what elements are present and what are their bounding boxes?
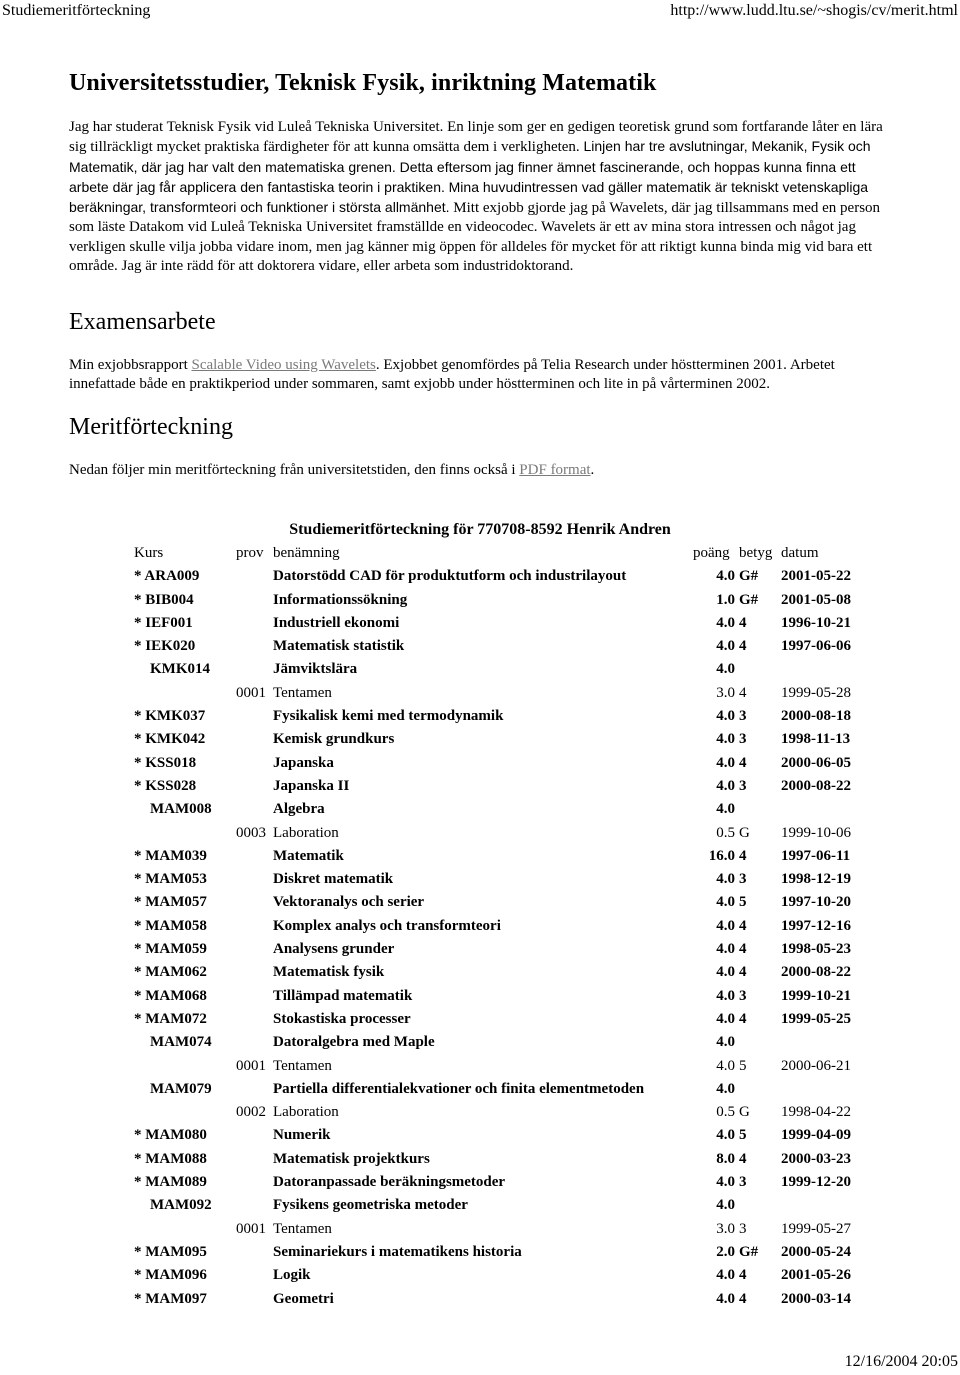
course-name: Datoralgebra med Maple bbox=[273, 1034, 435, 1051]
course-code bbox=[134, 1101, 236, 1124]
course-points: 4.0 bbox=[716, 964, 735, 981]
course-name: Vektoranalys och serier bbox=[273, 894, 425, 911]
course-code: * MAM089 bbox=[134, 1174, 207, 1191]
course-grade: 4 bbox=[739, 754, 747, 771]
prov-code bbox=[236, 985, 273, 1008]
course-date: 1997-12-16 bbox=[781, 917, 851, 934]
exam-part-row bbox=[134, 822, 861, 845]
course-row bbox=[134, 1031, 861, 1054]
intro-text-5: Mitt exjobb gjorde jag på Wavelets, där jag tillsammans med en person som läste Datakom vid Luleå Tekniska Universitet framställde en videocodec. bbox=[69, 200, 881, 236]
course-code: KMK014 bbox=[150, 661, 210, 678]
course-points: 4.0 bbox=[716, 1290, 735, 1307]
course-name: Seminariekurs i matematikens historia bbox=[273, 1243, 522, 1260]
course-date: 1999-05-25 bbox=[781, 1010, 851, 1027]
course-row bbox=[134, 1241, 861, 1264]
course-code: MAM079 bbox=[150, 1080, 212, 1097]
col-header-points: poäng bbox=[693, 545, 730, 561]
course-grade: 3 bbox=[739, 1174, 747, 1191]
course-row bbox=[134, 589, 861, 612]
exam-part-row bbox=[134, 682, 861, 705]
prov-code bbox=[236, 1264, 273, 1287]
prov-code bbox=[236, 728, 273, 751]
course-date: 2000-05-24 bbox=[781, 1243, 851, 1260]
course-row bbox=[134, 868, 861, 891]
course-code: * MAM088 bbox=[134, 1150, 207, 1167]
course-points: 4.0 bbox=[716, 708, 735, 725]
course-name: Partiella differentialekvationer och finita elementmetoden bbox=[273, 1080, 645, 1097]
course-row bbox=[134, 1008, 861, 1031]
course-grade: 5 bbox=[739, 894, 747, 911]
merit-text-pre: Nedan följer min meritförteckning från universitetstiden, den finns också i bbox=[69, 462, 520, 478]
col-header-name: benämning bbox=[273, 545, 340, 561]
course-date: 1999-05-28 bbox=[781, 684, 851, 701]
course-date: 1999-10-06 bbox=[781, 824, 851, 841]
course-name: Numerik bbox=[273, 1127, 331, 1144]
course-name: Datoranpassade beräkningsmetoder bbox=[273, 1174, 506, 1191]
course-points: 4.0 bbox=[716, 1174, 735, 1191]
course-grade: 3 bbox=[739, 987, 747, 1004]
course-points: 4.0 bbox=[716, 987, 735, 1004]
exam-report-link[interactable]: Scalable Video using Wavelets bbox=[191, 357, 376, 373]
course-code: * KSS028 bbox=[134, 777, 197, 794]
course-row bbox=[134, 1078, 861, 1101]
course-row bbox=[134, 915, 861, 938]
prov-code bbox=[236, 565, 273, 588]
course-date: 2000-03-14 bbox=[781, 1290, 851, 1307]
course-name: Tillämpad matematik bbox=[273, 987, 413, 1004]
print-header-url: http://www.ludd.ltu.se/~shogis/cv/merit.html bbox=[670, 2, 958, 19]
course-points: 2.0 bbox=[716, 1243, 735, 1260]
course-points: 4.0 bbox=[716, 1080, 735, 1097]
print-footer-timestamp: 12/16/2004 20:05 bbox=[844, 1353, 958, 1370]
course-row bbox=[134, 775, 861, 798]
merit-paragraph bbox=[69, 461, 889, 480]
course-row bbox=[134, 938, 861, 961]
prov-code bbox=[236, 915, 273, 938]
prov-code bbox=[236, 891, 273, 914]
prov-code bbox=[236, 752, 273, 775]
course-row bbox=[134, 635, 861, 658]
course-date: 1996-10-21 bbox=[781, 614, 851, 631]
course-grade: 4 bbox=[739, 964, 747, 981]
course-grade bbox=[735, 1194, 781, 1217]
col-header-date: datum bbox=[781, 545, 819, 561]
course-code: * KMK042 bbox=[134, 731, 206, 748]
course-name: Diskret matematik bbox=[273, 871, 394, 888]
course-code: * KSS018 bbox=[134, 754, 197, 771]
course-name: Laboration bbox=[273, 824, 339, 841]
course-grade: 5 bbox=[739, 1057, 747, 1074]
course-name: Industriell ekonomi bbox=[273, 614, 400, 631]
exam-text-post: . Exjobbet genomfördes på Telia Research under höstterminen 2001. Arbetet innefattade både en praktikperiod under sommaren, samt exjobb under höstterminen och lite in på vårterminen 2002. bbox=[69, 357, 835, 393]
course-points: 4.0 bbox=[716, 941, 735, 958]
course-code bbox=[134, 1218, 236, 1241]
prov-code bbox=[236, 1241, 273, 1264]
course-points: 4.0 bbox=[716, 661, 735, 678]
course-points: 3.0 bbox=[716, 1220, 735, 1237]
course-code: * MAM058 bbox=[134, 917, 207, 934]
course-grade bbox=[735, 1078, 781, 1101]
course-code: * MAM057 bbox=[134, 894, 207, 911]
intro-text-3: Detta eftersom jag finner ämnet fascinerande, och hoppas kunna finna ett arbete där jag får applicera den fantastiska teorin i praktiken. bbox=[69, 158, 856, 195]
course-points: 4.0 bbox=[716, 1197, 735, 1214]
course-grade: 4 bbox=[739, 614, 747, 631]
course-code bbox=[134, 1055, 236, 1078]
course-name: Tentamen bbox=[273, 684, 332, 701]
course-row bbox=[134, 1124, 861, 1147]
course-grade: G# bbox=[739, 1243, 759, 1260]
course-name: Logik bbox=[273, 1267, 311, 1284]
course-name: Komplex analys och transformteori bbox=[273, 917, 501, 934]
exam-paragraph bbox=[69, 356, 889, 395]
course-row bbox=[134, 728, 861, 751]
course-grade: 4 bbox=[739, 847, 747, 864]
exam-part-row bbox=[134, 1055, 861, 1078]
course-date bbox=[781, 1031, 861, 1054]
course-date: 2000-06-05 bbox=[781, 754, 851, 771]
course-date: 1997-06-06 bbox=[781, 638, 851, 655]
prov-code bbox=[236, 1078, 273, 1101]
course-points: 4.0 bbox=[716, 777, 735, 794]
course-code: * IEF001 bbox=[134, 614, 193, 631]
grades-body bbox=[134, 565, 861, 1311]
course-code bbox=[134, 682, 236, 705]
course-date bbox=[781, 798, 861, 821]
course-date bbox=[781, 1078, 861, 1101]
prov-code: 0003 bbox=[236, 824, 266, 841]
course-points: 4.0 bbox=[716, 1057, 735, 1074]
course-points: 4.0 bbox=[716, 614, 735, 631]
prov-code bbox=[236, 1031, 273, 1054]
prov-code: 0002 bbox=[236, 1104, 266, 1121]
grades-title bbox=[0, 521, 960, 539]
grades-title-text: Studiemeritförteckning för 770708-8592 Henrik Andren bbox=[289, 521, 671, 538]
course-grade: 3 bbox=[739, 731, 747, 748]
course-grade: 4 bbox=[739, 917, 747, 934]
intro-text-2: Linjen har tre avslutningar, Mekanik, Fysik och Matematik, där jag har valt den matematiska grenen. bbox=[69, 138, 871, 175]
intro-text-1: Jag har studerat Teknisk Fysik vid Luleå Tekniska Universitet. En linje som ger en gedigen teoretisk grund som fortfarande låter en lära sig tillräckligt mycket praktiska färdigheter för att kunna omsätta dem i verkligheten. bbox=[69, 119, 883, 156]
course-row bbox=[134, 752, 861, 775]
prov-code: 0001 bbox=[236, 1057, 266, 1074]
course-date: 1998-04-22 bbox=[781, 1104, 851, 1121]
prov-code bbox=[236, 612, 273, 635]
course-points: 4.0 bbox=[716, 917, 735, 934]
prov-code bbox=[236, 961, 273, 984]
course-name: Stokastiska processer bbox=[273, 1010, 411, 1027]
page-title: Universitetsstudier, Teknisk Fysik, inriktning Matematik bbox=[69, 70, 657, 96]
course-grade bbox=[735, 1031, 781, 1054]
pdf-format-link[interactable]: PDF format bbox=[519, 462, 591, 478]
course-points: 4.0 bbox=[716, 1010, 735, 1027]
course-date: 1998-12-19 bbox=[781, 871, 851, 888]
course-points: 4.0 bbox=[716, 1127, 735, 1144]
course-row bbox=[134, 1264, 861, 1287]
course-code: MAM008 bbox=[150, 801, 212, 818]
course-grade: G bbox=[739, 824, 750, 841]
course-date: 2001-05-26 bbox=[781, 1267, 851, 1284]
course-name: Algebra bbox=[273, 801, 325, 818]
course-grade: G# bbox=[739, 568, 759, 585]
course-date: 2000-06-21 bbox=[781, 1057, 851, 1074]
course-points: 16.0 bbox=[708, 847, 735, 864]
course-points: 4.0 bbox=[716, 871, 735, 888]
course-code: * MAM097 bbox=[134, 1290, 207, 1307]
course-grade: 5 bbox=[739, 1127, 747, 1144]
prov-code bbox=[236, 868, 273, 891]
course-grade: 4 bbox=[739, 1267, 747, 1284]
course-grade bbox=[735, 658, 781, 681]
prov-code bbox=[236, 845, 273, 868]
course-name: Matematisk fysik bbox=[273, 964, 385, 981]
course-row bbox=[134, 1194, 861, 1217]
print-header-title: Studiemeritförteckning bbox=[2, 2, 151, 19]
course-name: Analysens grunder bbox=[273, 941, 395, 958]
course-row bbox=[134, 658, 861, 681]
course-date: 2000-03-23 bbox=[781, 1150, 851, 1167]
course-row bbox=[134, 1171, 861, 1194]
merit-text-post: . bbox=[590, 462, 595, 478]
course-code: * KMK037 bbox=[134, 708, 206, 725]
course-points: 0.5 bbox=[716, 1104, 735, 1121]
course-row bbox=[134, 705, 861, 728]
course-grade: 4 bbox=[739, 941, 747, 958]
course-grade: 4 bbox=[739, 1010, 747, 1027]
prov-code: 0001 bbox=[236, 1220, 266, 1237]
course-date: 2001-05-22 bbox=[781, 568, 851, 585]
course-row bbox=[134, 565, 861, 588]
course-date: 1998-05-23 bbox=[781, 941, 851, 958]
course-code: * MAM053 bbox=[134, 871, 207, 888]
prov-code bbox=[236, 1288, 273, 1311]
course-row bbox=[134, 798, 861, 821]
col-header-prov: prov bbox=[236, 545, 264, 561]
course-date: 1998-11-13 bbox=[781, 731, 851, 748]
course-grade: G bbox=[739, 1104, 750, 1121]
course-code: * MAM095 bbox=[134, 1243, 207, 1260]
course-row bbox=[134, 891, 861, 914]
course-points: 4.0 bbox=[716, 1034, 735, 1051]
prov-code bbox=[236, 635, 273, 658]
course-grade: 3 bbox=[739, 777, 747, 794]
prov-code: 0001 bbox=[236, 684, 266, 701]
course-row bbox=[134, 961, 861, 984]
course-date: 2000-08-18 bbox=[781, 708, 851, 725]
course-date: 2000-08-22 bbox=[781, 777, 851, 794]
course-code: MAM074 bbox=[150, 1034, 212, 1051]
grades-table bbox=[134, 542, 861, 1311]
course-points: 0.5 bbox=[716, 824, 735, 841]
intro-paragraph bbox=[69, 118, 889, 276]
course-name: Geometri bbox=[273, 1290, 334, 1307]
intro-text-4: Mina huvudintressen vad gäller matematik är tekniskt vetenskapliga beräkningar, transformteori och funktioner i största allmänhet. bbox=[69, 178, 869, 216]
prov-code bbox=[236, 589, 273, 612]
course-name: Jämviktslära bbox=[273, 661, 358, 678]
merit-heading: Meritförteckning bbox=[69, 414, 233, 440]
course-date: 1999-04-09 bbox=[781, 1127, 851, 1144]
prov-code bbox=[236, 705, 273, 728]
col-header-course: Kurs bbox=[134, 545, 164, 561]
course-points: 3.0 bbox=[716, 684, 735, 701]
course-points: 8.0 bbox=[716, 1150, 735, 1167]
course-name: Japanska bbox=[273, 754, 334, 771]
course-grade bbox=[735, 798, 781, 821]
course-name: Datorstödd CAD för produktutform och industrilayout bbox=[273, 568, 627, 585]
course-name: Fysikalisk kemi med termodynamik bbox=[273, 708, 504, 725]
course-name: Matematisk projektkurs bbox=[273, 1150, 430, 1167]
prov-code bbox=[236, 1194, 273, 1217]
exam-part-row bbox=[134, 1101, 861, 1124]
course-name: Matematisk statistik bbox=[273, 638, 405, 655]
course-code: * MAM096 bbox=[134, 1267, 207, 1284]
course-points: 4.0 bbox=[716, 894, 735, 911]
course-points: 4.0 bbox=[716, 568, 735, 585]
course-code: * IEK020 bbox=[134, 638, 196, 655]
course-code: * ARA009 bbox=[134, 568, 200, 585]
course-code: * MAM068 bbox=[134, 987, 207, 1004]
prov-code bbox=[236, 775, 273, 798]
course-date: 1997-06-11 bbox=[781, 847, 851, 864]
course-grade: 4 bbox=[739, 684, 747, 701]
course-code: MAM092 bbox=[150, 1197, 212, 1214]
course-points: 4.0 bbox=[716, 731, 735, 748]
course-points: 4.0 bbox=[716, 638, 735, 655]
course-date: 1999-05-27 bbox=[781, 1220, 851, 1237]
prov-code bbox=[236, 1171, 273, 1194]
course-grade: 4 bbox=[739, 1290, 747, 1307]
course-date bbox=[781, 658, 861, 681]
course-date: 1999-12-20 bbox=[781, 1174, 851, 1191]
prov-code bbox=[236, 1008, 273, 1031]
course-row bbox=[134, 612, 861, 635]
course-row bbox=[134, 845, 861, 868]
course-code: * MAM039 bbox=[134, 847, 207, 864]
prov-code bbox=[236, 658, 273, 681]
course-points: 4.0 bbox=[716, 754, 735, 771]
course-code: * MAM072 bbox=[134, 1010, 207, 1027]
exam-heading: Examensarbete bbox=[69, 309, 216, 335]
course-date: 2000-08-22 bbox=[781, 964, 851, 981]
course-name: Matematik bbox=[273, 847, 344, 864]
course-grade: 3 bbox=[739, 871, 747, 888]
course-name: Japanska II bbox=[273, 777, 350, 794]
course-row bbox=[134, 1288, 861, 1311]
course-grade: 3 bbox=[739, 708, 747, 725]
course-code: * MAM080 bbox=[134, 1127, 207, 1144]
course-name: Informationssökning bbox=[273, 591, 408, 608]
exam-text-pre: Min exjobbsrapport bbox=[69, 357, 192, 373]
course-points: 4.0 bbox=[716, 1267, 735, 1284]
course-date: 1997-10-20 bbox=[781, 894, 851, 911]
prov-code bbox=[236, 1124, 273, 1147]
prov-code bbox=[236, 938, 273, 961]
intro-text-6: Wavelets är ett av mina stora intressen och något jag verkligen skulle vilja jobba vidare inom, men jag känner mig öppen för alldeles för mycket för att riktigt kunna binda mig vid bara ett område. Jag är inte rädd för att doktorera vidare, eller arbeta som industridoktorand. bbox=[69, 219, 873, 275]
course-points: 1.0 bbox=[716, 591, 735, 608]
grades-header-row bbox=[134, 542, 861, 565]
col-header-grade: betyg bbox=[739, 545, 773, 561]
course-date: 2001-05-08 bbox=[781, 591, 851, 608]
course-date: 1999-10-21 bbox=[781, 987, 851, 1004]
course-code bbox=[134, 822, 236, 845]
course-points: 4.0 bbox=[716, 801, 735, 818]
course-row bbox=[134, 985, 861, 1008]
course-code: * BIB004 bbox=[134, 591, 194, 608]
exam-part-row bbox=[134, 1218, 861, 1241]
course-name: Tentamen bbox=[273, 1220, 332, 1237]
course-name: Laboration bbox=[273, 1104, 339, 1121]
course-code: * MAM062 bbox=[134, 964, 207, 981]
course-name: Kemisk grundkurs bbox=[273, 731, 395, 748]
course-grade: G# bbox=[739, 591, 759, 608]
prov-code bbox=[236, 798, 273, 821]
course-row bbox=[134, 1148, 861, 1171]
course-code: * MAM059 bbox=[134, 941, 207, 958]
course-grade: 3 bbox=[739, 1220, 747, 1237]
prov-code bbox=[236, 1148, 273, 1171]
course-grade: 4 bbox=[739, 638, 747, 655]
course-date bbox=[781, 1194, 861, 1217]
course-name: Tentamen bbox=[273, 1057, 332, 1074]
course-grade: 4 bbox=[739, 1150, 747, 1167]
course-name: Fysikens geometriska metoder bbox=[273, 1197, 468, 1214]
